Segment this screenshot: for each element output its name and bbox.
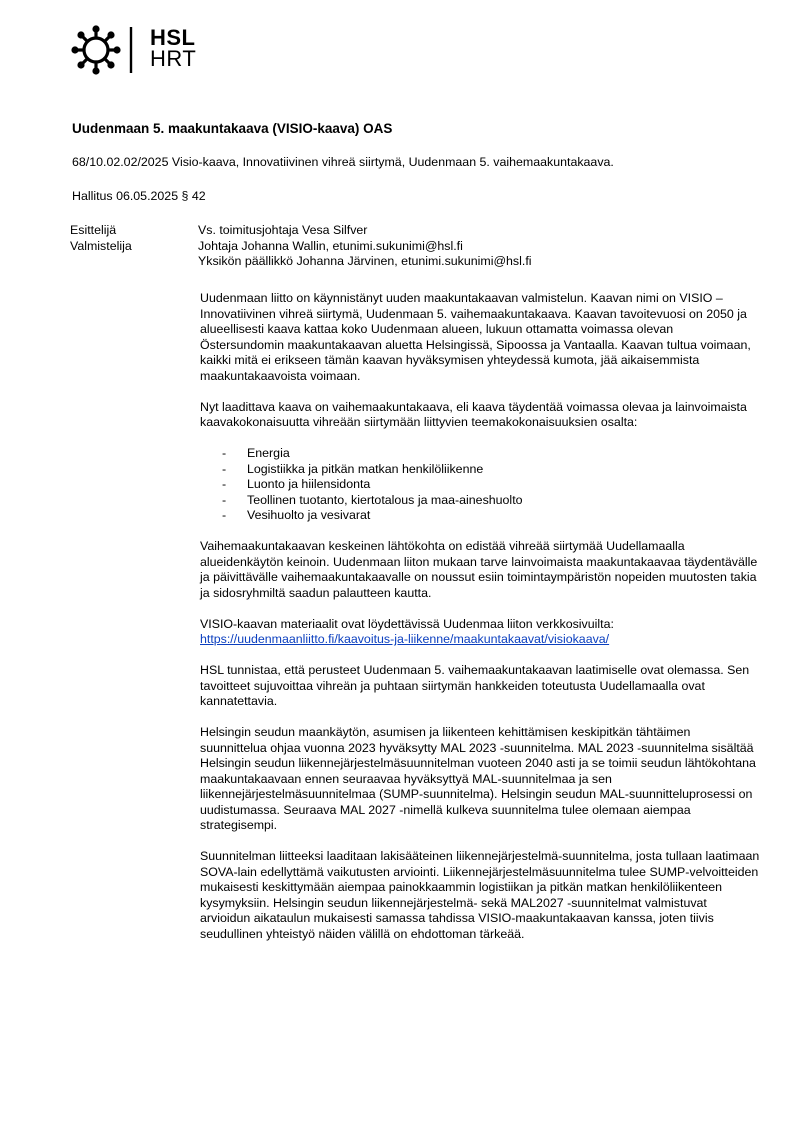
paragraph: Suunnitelman liitteeksi laaditaan lakisääteinen liikennejärjestelmä-suunnitelma, josta tullaan laatimaan SOVA-lain edellyttämä vaikutusten arviointi. Liikennejärjestelmäsuunnitelma tulee SUMP-velvoitteiden mukaisesti keskittymään aiempaa painokkaammin logistiikan ja pitkän matkan henkilöliikenteen kysymyksiin. Helsingin seudun liikennejärjestelmä- sekä MAL2027 -suunnitelmat valmistuvat arvioidun aikataulun mukaisesti samassa tahdissa VISIO-maakuntakaavan kanssa, joten tiivis seudullinen yhteistyö näiden välillä on ehdottoman tärkeää. xyxy=(200,849,760,941)
bullet-dash: - xyxy=(222,477,227,491)
paragraph-materials xyxy=(200,617,760,648)
logo-sub: HRT xyxy=(150,46,197,71)
role-person: Johtaja Johanna Wallin, etunimi.sukunimi@hsl.fi xyxy=(198,238,463,253)
visio-materials-link[interactable]: https://uudenmaanliitto.fi/kaavoitus-ja-liikenne/maakuntakaavat/visiokaava/ xyxy=(200,632,610,646)
role-person: Yksikön päällikkö Johanna Järvinen, etunimi.sukunimi@hsl.fi xyxy=(198,254,532,268)
bullet-dash: - xyxy=(222,492,227,507)
logo-brand: HSL xyxy=(150,25,196,50)
role-person: Vs. toimitusjohtaja Vesa Silfver xyxy=(198,223,368,237)
list-item: - Luonto ja hiilensidonta xyxy=(222,477,371,491)
topic-list xyxy=(200,446,760,524)
paragraph: Vaihemaakuntakaavan keskeinen lähtökohta on edistää vihreää siirtymää Uudellamaalla alueidenkäytön keinoin. Uudenmaan liiton mukaan tarve lainvoimaista maakuntakaavaa täydentävälle ja päivittävälle vaihemaakuntakaavalle on noussut esiin toimintaympäristön nopeiden muutosten takia ja sidosryhmiltä saadun palautteen kautta. xyxy=(200,539,758,600)
role-row-preparer xyxy=(70,239,532,270)
document-title: Uudenmaan 5. maakuntakaava (VISIO-kaava) OAS xyxy=(72,121,393,136)
materials-text: VISIO-kaavan materiaalit ovat löydettävissä Uudenmaa liiton verkkosivuilta: xyxy=(200,616,614,631)
roles-block xyxy=(70,223,532,270)
bullet-dash: - xyxy=(222,461,227,476)
role-label: Valmistelija xyxy=(70,238,132,253)
paragraph: Uudenmaan liitto on käynnistänyt uuden maakuntakaavan valmistelun. Kaavan nimi on VISIO – Innovatiivinen vihreä siirtymä, Uudenmaan 5. vaihemaakuntakaava. Kaavan tavoitevuosi on 2050 ja alueellisesti kaava kattaa koko Uudenmaan alueen, lukuun ottamatta voimassa olevan Östersundomin maakuntakaavan aluetta Helsingissä, Sipoossa ja Vantaalla. Kaavan tultua voimaan, kaikki mitä ei erikseen tämän kaavan hyväksymisen yhteydessä kumota, jää aikaisemmista maakuntakaavoista voimaan. xyxy=(200,291,751,383)
bullet-dash: - xyxy=(222,508,227,522)
paragraph: Nyt laadittava kaava on vaihemaakuntakaava, eli kaava täydentää voimassa olevaa ja lainvoimaista kaavakokonaisuutta vihreään siirtymään liittyvien teemakokonaisuuksien osalta: xyxy=(200,399,747,429)
reference-line: 68/10.02.02/2025 Visio-kaava, Innovatiivinen vihreä siirtymä, Uudenmaan 5. vaihemaakuntakaava. xyxy=(72,155,614,169)
document-body xyxy=(200,291,760,958)
sun-wheel-icon xyxy=(70,24,134,76)
meeting-line: Hallitus 06.05.2025 § 42 xyxy=(72,189,206,203)
list-item: - Teollinen tuotanto, kiertotalous ja maa-aineshuolto xyxy=(222,492,523,507)
list-item: - Energia xyxy=(222,446,290,460)
role-label: Esittelijä xyxy=(70,223,117,237)
paragraph: HSL tunnistaa, että perusteet Uudenmaan 5. vaihemaakuntakaavan laatimiselle ovat olemassa. Sen tavoitteet sujuvoittaa vihreän ja puhtaan siirtymän hankkeiden toteutusta Uudellamaalla ovat kannatettavia. xyxy=(200,663,750,708)
paragraph: Helsingin seudun maankäytön, asumisen ja liikenteen kehittämisen keskipitkän tähtäimen suunnittelua ohjaa vuonna 2023 hyväksytty MAL 2023 -suunnitelma. MAL 2023 -suunnitelma sisältää Helsingin seudun liikennejärjestelmäsuunnitelman vuoteen 2040 asti ja se toimii seudun lähtökohtana maakuntakaavaan ennen seuraavaa hyväksyttyä MAL-suunnitelmaa ja sen liikennejärjestelmäsuunnitelmaa (SUMP-suunnitelma). Helsingin seudun MAL-suunnitteluprosessi on uudistumassa. Seuraava MAL 2027 -nimellä kulkeva suunnitelma tulee olemaan aiempaa strategisempi. xyxy=(200,725,756,832)
bullet-dash: - xyxy=(222,446,227,460)
list-item: - Logistiikka ja pitkän matkan henkilöliikenne xyxy=(222,461,484,476)
list-item: - Vesihuolto ja vesivarat xyxy=(222,508,371,522)
role-row-presenter xyxy=(70,223,532,239)
